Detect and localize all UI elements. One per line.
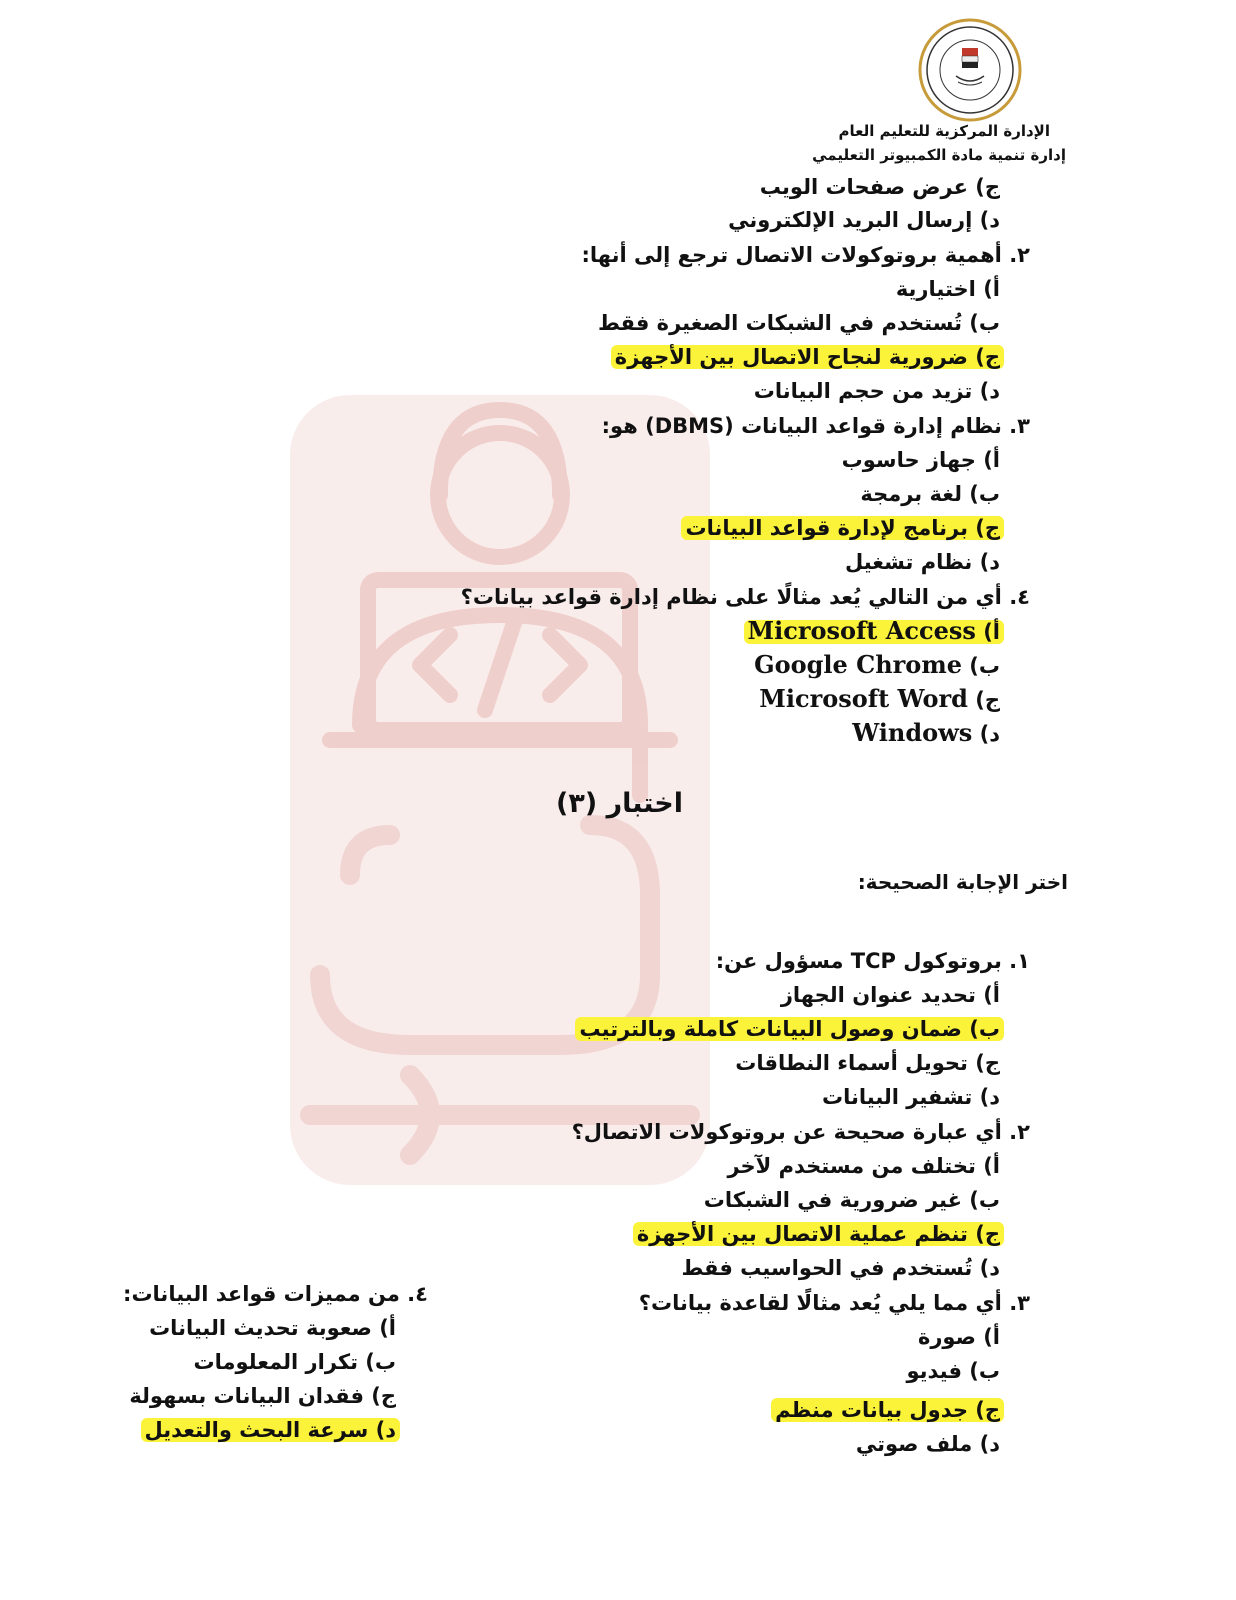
p2-q1-option-b-highlighted: ب) ضمان وصول البيانات كاملة وبالترتيب [575,1017,1004,1041]
p2-q2-option-b: ب) غير ضرورية في الشبكات [703,1188,1000,1212]
p1-q2-option-c-highlighted: ج) ضرورية لنجاح الاتصال بين الأجهزة [611,345,1004,369]
p1-q4-option-a-text: Microsoft Access [747,616,976,645]
p1-q4-option-d [852,719,1000,748]
header-line-1: الإدارة المركزية للتعليم العام [838,122,1050,140]
p2-q2-option-c-highlighted: ج) تنظم عملية الاتصال بين الأجهزة [633,1222,1004,1246]
p1-q3-question: ٣. نظام إدارة قواعد البيانات (DBMS) هو: [601,414,1030,438]
p1-q4-option-d-text: Windows [852,718,973,747]
header-line-2: إدارة تنمية مادة الكمبيوتر التعليمي [812,146,1066,164]
p1-q4-option-a-label: أ) [983,620,1000,644]
p2-q4-option-b: ب) تكرار المعلومات [193,1350,396,1374]
p1-q3-option-c-highlighted: ج) برنامج لإدارة قواعد البيانات [681,516,1004,540]
p1-q3-option-b: ب) لغة برمجة [860,482,1000,506]
p1-q3-option-d: د) نظام تشغيل [844,550,1000,574]
p1-q2-option-d: د) تزيد من حجم البيانات [753,379,1000,403]
p1-q4-option-b-text: Google Chrome [754,650,962,679]
p1-q2-option-a: أ) اختيارية [895,277,1000,301]
p2-q4-option-d-highlighted: د) سرعة البحث والتعديل [141,1418,400,1442]
p1-q4-option-b [754,651,1000,680]
p1-q1-option-c: ج) عرض صفحات الويب [759,175,1000,199]
p2-q1-option-d: د) تشفير البيانات [822,1085,1000,1109]
p1-q2-option-b: ب) تُستخدم في الشبكات الصغيرة فقط [598,311,1000,335]
p2-q1-option-a: أ) تحديد عنوان الجهاز [780,983,1000,1007]
p2-q1-question: ١. بروتوكول TCP مسؤول عن: [715,949,1030,973]
p2-q3-option-a: أ) صورة [917,1325,1000,1349]
p2-q3-question: ٣. أي مما يلي يُعد مثالًا لقاعدة بيانات؟ [638,1291,1030,1315]
p1-q4-option-b-label: ب) [969,654,1000,678]
p2-q3-option-b: ب) فيديو [906,1359,1000,1383]
p1-q4-option-c-text: Microsoft Word [759,684,968,713]
p2-q1-option-c: ج) تحويل أسماء النطاقات [735,1051,1000,1075]
p1-q4-option-a-highlighted [744,616,1004,645]
p2-q3-option-d: د) ملف صوتي [855,1432,1000,1456]
instruction: اختر الإجابة الصحيحة: [857,870,1068,894]
p2-q4-option-c: ج) فقدان البيانات بسهولة [129,1384,396,1408]
p2-q2-option-a: أ) تختلف من مستخدم لآخر [727,1154,1000,1178]
ministry-seal-logo [918,18,1022,122]
test-title: اختبار (٣) [556,788,684,819]
p2-q2-option-d: د) تُستخدم في الحواسيب فقط [681,1256,1000,1280]
p1-q3-option-a: أ) جهاز حاسوب [841,448,1000,472]
p2-q4-option-a: أ) صعوبة تحديث البيانات [149,1316,396,1340]
p2-q4-question: ٤. من مميزات قواعد البيانات: [123,1282,428,1306]
p1-q4-option-c [759,685,1000,714]
p1-q1-option-d: د) إرسال البريد الإلكتروني [728,208,1000,232]
p1-q4-option-c-label: ج) [975,688,1000,712]
p2-q2-question: ٢. أي عبارة صحيحة عن بروتوكولات الاتصال؟ [571,1120,1030,1144]
p1-q4-option-d-label: د) [979,722,1000,746]
p2-q3-option-c-highlighted: ج) جدول بيانات منظم [771,1398,1004,1422]
p1-q4-question: ٤. أي من التالي يُعد مثالًا على نظام إدارة قواعد بيانات؟ [460,585,1030,609]
p1-q2-question: ٢. أهمية بروتوكولات الاتصال ترجع إلى أنها: [581,243,1030,267]
